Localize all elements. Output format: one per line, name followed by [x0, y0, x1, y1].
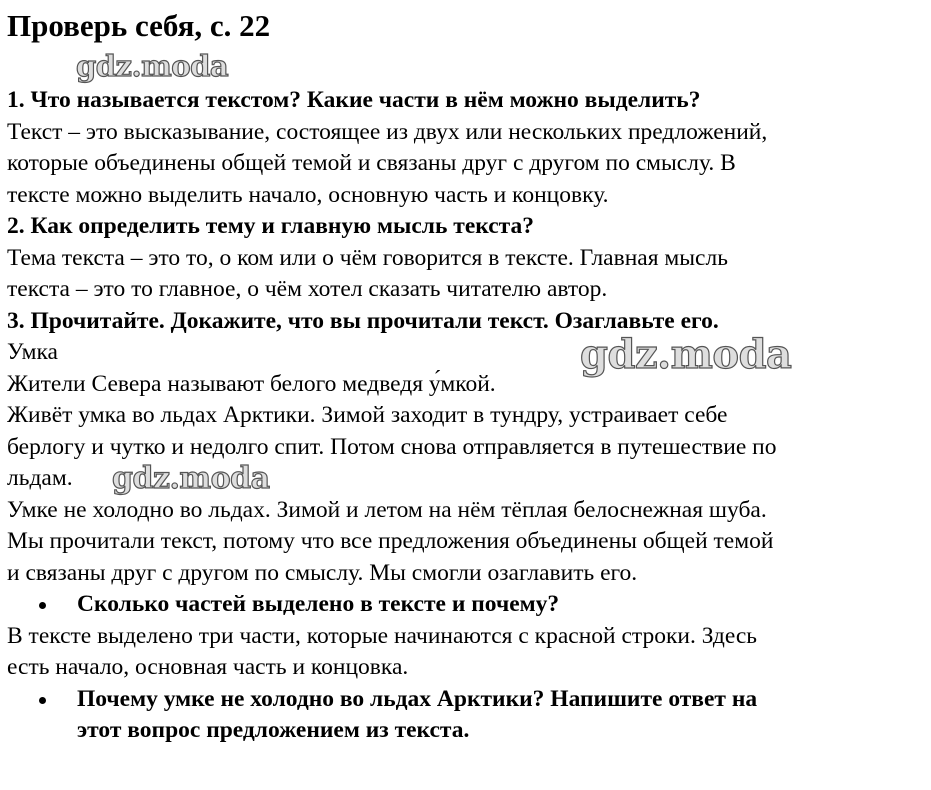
bullet-icon [39, 697, 46, 704]
bullet-answer-line: В тексте выделено три части, которые начинаются с красной строки. Здесь [7, 622, 758, 649]
question-2: 2. Как определить тему и главную мысль текста? [7, 213, 534, 239]
bullet-question-text: этот вопрос предложением из текста. [77, 717, 470, 743]
question-3: 3. Прочитайте. Докажите, что вы прочитали текст. Озаглавьте его. [7, 307, 719, 334]
watermark-logo: gdz.moda [76, 49, 229, 83]
answer-1-line: тексте можно выделить начало, основную часть и концовку. [7, 181, 609, 208]
story-line: Живёт умка во льдах Арктики. Зимой заходит в тундру, устраивает себе [7, 402, 728, 428]
watermark-logo: gdz.moda [112, 461, 270, 496]
answer-3-line: Мы прочитали текст, потому что все предложения объединены общей темой [7, 528, 774, 554]
story-line: Жители Севера называют белого медведя у́мкой. [7, 370, 496, 397]
document-page [7, 6, 925, 747]
bullet-question-text: Почему умке не холодно во льдах Арктики? Напишите ответ на [77, 685, 758, 712]
watermark-logo: gdz.moda [580, 331, 792, 378]
bullet-question-text: Сколько частей выделено в тексте и почему? [77, 591, 560, 617]
bullet-icon [39, 602, 46, 609]
answer-1-line: Текст – это высказывание, состоящее из двух или нескольких предложений, [7, 118, 768, 145]
story-title: Умка [7, 339, 58, 365]
answer-3-line: и связаны друг с другом по смыслу. Мы смогли озаглавить его. [7, 559, 638, 586]
story-line: берлогу и чутко и недолго спит. Потом снова отправляется в путешествие по [7, 433, 777, 460]
page-title: Проверь себя, с. 22 [7, 8, 271, 43]
bullet-question-2 [7, 684, 925, 747]
answer-2-line: Тема текста – это то, о ком или о чём говорится в тексте. Главная мысль [7, 244, 728, 271]
answer-1-line: которые объединены общей темой и связаны друг с другом по смыслу. В [7, 150, 736, 176]
story-line: Умке не холодно во льдах. Зимой и летом на нём тёплая белоснежная шуба. [7, 496, 767, 523]
bullet-answer-line: есть начало, основная часть и концовка. [7, 654, 409, 680]
answer-2-line: текста – это то главное, о чём хотел сказать читателю автор. [7, 276, 608, 302]
question-1: 1. Что называется текстом? Какие части в нём можно выделить? [7, 87, 701, 113]
bullet-question-1 [7, 589, 925, 621]
story-line: льдам. [7, 465, 73, 491]
